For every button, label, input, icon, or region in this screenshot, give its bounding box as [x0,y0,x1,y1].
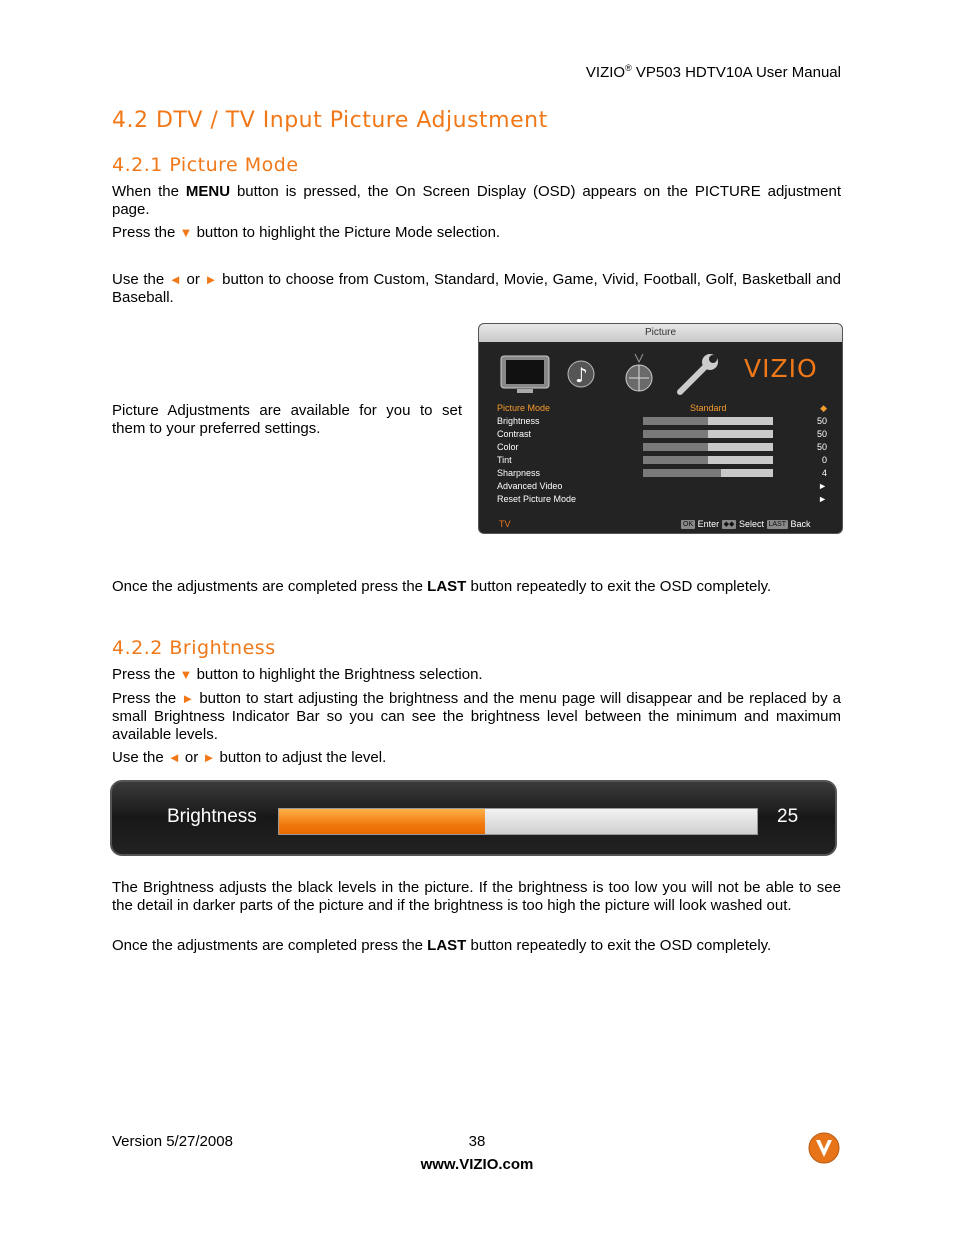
text: button is pressed, the On Screen Display (OSD) appears on the PICTURE adjustment page. [112,183,841,218]
osd-menu-item[interactable] [497,480,827,493]
text: or [180,749,203,766]
menu-key-label: MENU [185,183,231,200]
osd-menu-item[interactable] [497,467,827,480]
osd-item-value: 0 [821,455,827,465]
osd-menu-item[interactable] [497,415,827,428]
paragraph [112,749,841,767]
paragraph [112,690,841,744]
text: or [181,271,205,288]
osd-item-label: Advanced Video [497,481,563,491]
osd-item-label: Picture Mode [497,403,551,413]
text: button to start adjusting the brightness and the menu page will disappear and be replaced by a small Brightness Indicator Bar so you can see the brightness level between the minimum and maximum available levels. [112,690,841,743]
osd-item-value: 4 [821,468,827,478]
last-key-label: LAST [427,578,467,595]
registered-mark: ® [625,63,632,73]
osd-adjust-indicator-icon: ◆ [820,403,827,413]
osd-menu-item[interactable] [497,428,827,441]
vizio-logo: VIZIO [744,354,818,383]
osd-level-bar [643,430,773,438]
osd-picture-menu [478,323,843,534]
text: Press the [112,666,180,683]
vizio-v-logo-icon [807,1130,841,1164]
footer-url[interactable]: www.VIZIO.com [420,1156,534,1173]
osd-level-fill [643,456,708,464]
brightness-bar-label: Brightness [167,806,257,827]
footer-version: Version 5/27/2008 [112,1133,233,1150]
paragraph [112,666,841,684]
osd-level-bar [643,417,773,425]
osd-item-value: ► [818,494,827,504]
osd-level-fill [643,469,721,477]
paragraph: The Brightness adjusts the black levels in the picture. If the brightness is too low you will not be able to see the detail in darker parts of the picture and if the brightness is too high the picture will look washed out. [112,879,841,914]
osd-key-hints [681,515,811,533]
brightness-bar-fill [279,809,485,834]
osd-source-label: TV [499,519,511,529]
ok-key-icon: OK [683,521,694,529]
osd-menu-item[interactable] [497,454,827,467]
subsection-heading-brightness: 4.2.2 Brightness [112,637,276,659]
text: Press the [112,690,182,707]
arrow-keys-icon: ◆◆ [723,521,735,529]
osd-item-value: 50 [816,442,827,452]
globe-setup-icon [621,352,657,396]
text: Use the [112,749,168,766]
osd-item-value: 50 [816,416,827,426]
text: When the [112,183,186,200]
osd-level-bar [643,469,773,477]
header-title: VP503 HDTV10A User Manual [631,64,841,81]
osd-item-label: Brightness [497,416,540,426]
side-paragraph: Picture Adjustments are available for you to set them to your preferred settings. [112,402,462,437]
osd-item-label: Reset Picture Mode [497,494,577,504]
text: Use the [112,271,169,288]
osd-item-value: ► [818,481,827,491]
down-arrow-icon: ▼ [179,225,193,240]
osd-item-setting: Standard [690,403,727,413]
paragraph [112,937,841,955]
audio-icon [565,352,601,396]
text: button repeatedly to exit the OSD completely. [466,578,772,595]
osd-item-label: Tint [497,455,512,465]
back-hint: Back [790,519,811,529]
osd-level-bar [643,443,773,451]
text: button to highlight the Picture Mode selection. [192,224,501,241]
right-arrow-icon: ► [202,750,216,765]
enter-hint: Enter [697,519,720,529]
brightness-bar-track [278,808,758,835]
page-number: 38 [468,1133,486,1150]
brightness-indicator-bar [110,780,837,856]
paragraph [112,183,841,219]
wrench-icon [674,352,722,396]
osd-level-fill [643,443,708,451]
osd-menu-item[interactable] [497,493,827,506]
left-arrow-icon: ◄ [167,750,181,765]
text: button to adjust the level. [215,749,387,766]
last-key-icon: LAST [768,521,787,529]
down-arrow-icon: ▼ [179,667,193,682]
brightness-bar-value: 25 [777,806,799,827]
last-key-label: LAST [427,937,467,954]
right-arrow-icon: ► [204,272,218,287]
osd-footer [479,515,842,533]
osd-level-fill [643,417,708,425]
osd-title: Picture [479,324,842,342]
osd-item-label: Contrast [497,429,532,439]
osd-level-fill [643,430,708,438]
text: Once the adjustments are completed press the [112,578,428,595]
select-hint: Select [738,519,764,529]
svg-text:♪: ♪ [575,363,588,387]
tv-icon [499,352,553,396]
osd-item-label: Color [497,442,519,452]
right-arrow-icon: ► [181,691,195,706]
paragraph [112,578,841,596]
text: button to choose from Custom, Standard, Movie, Game, Vivid, Football, Golf, Basketball and Baseball. [112,271,841,306]
header-brand: VIZIO [585,64,626,81]
osd-level-bar [643,456,773,464]
text: button repeatedly to exit the OSD completely. [466,937,772,954]
text: button to highlight the Brightness selection. [192,666,483,683]
osd-menu-item[interactable] [497,402,827,415]
left-arrow-icon: ◄ [168,272,182,287]
osd-item-value: 50 [816,429,827,439]
text: Once the adjustments are completed press the [112,937,428,954]
running-header [586,59,841,82]
subsection-heading-picture-mode: 4.2.1 Picture Mode [112,154,299,176]
paragraph [112,224,841,242]
osd-menu-item[interactable] [497,441,827,454]
osd-item-label: Sharpness [497,468,541,478]
text: Press the [112,224,180,241]
paragraph [112,271,841,307]
section-heading: 4.2 DTV / TV Input Picture Adjustment [112,108,548,133]
